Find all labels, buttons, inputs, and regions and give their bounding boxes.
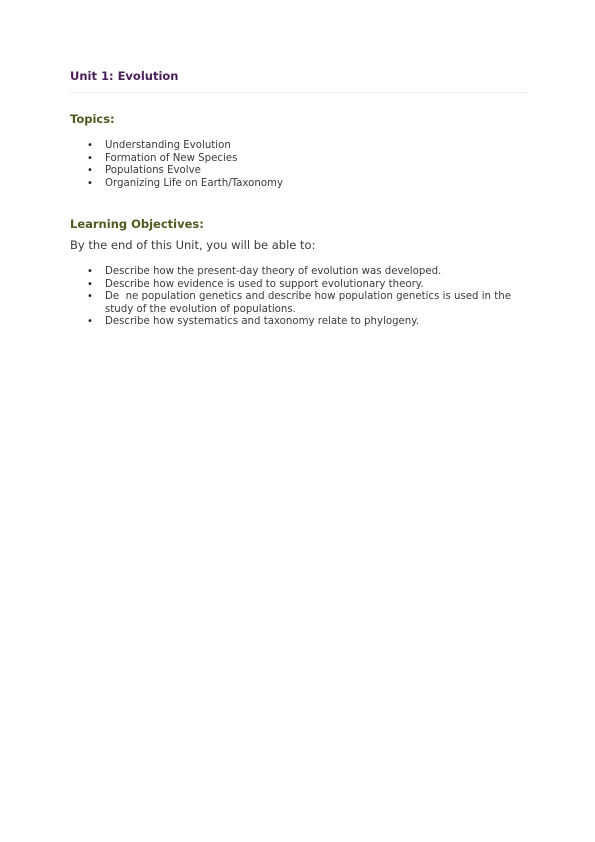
objective-text: Describe how the present-day theory of evolution was developed. <box>105 266 442 277</box>
topic-item <box>70 153 520 166</box>
bullet-icon: • <box>87 316 93 328</box>
topics-list <box>70 140 520 190</box>
topic-item <box>70 178 520 191</box>
objective-item <box>70 291 520 316</box>
topic-text: Organizing Life on Earth/Taxonomy <box>105 177 284 189</box>
objective-item <box>70 316 520 329</box>
objective-text: Describe how evidence is used to support evolutionary theory. <box>105 278 424 290</box>
objectives-list <box>70 266 520 329</box>
topic-text: Understanding Evolution <box>105 140 231 151</box>
objective-text: Describe how systematics and taxonomy relate to phylogeny. <box>105 316 420 328</box>
learning-objectives-heading: Learning Objectives: <box>70 217 204 231</box>
topic-text: Formation of New Species <box>105 152 238 164</box>
objective-item <box>70 279 520 292</box>
topic-item <box>70 140 520 153</box>
bullet-icon: • <box>87 165 93 177</box>
unit-title: Unit 1: Evolution <box>70 69 179 83</box>
bullet-icon: • <box>87 140 93 151</box>
bullet-icon: • <box>87 152 93 164</box>
objective-text: De ne population genetics and describe how population genetics is used in the study of the evolution of populations. <box>105 291 515 315</box>
topics-heading: Topics: <box>70 112 115 126</box>
topic-item <box>70 165 520 178</box>
bullet-icon: • <box>87 291 93 303</box>
topic-text: Populations Evolve <box>105 165 201 177</box>
bullet-icon: • <box>87 177 93 189</box>
objective-item <box>70 266 520 279</box>
bullet-icon: • <box>87 266 93 277</box>
title-divider <box>70 92 526 93</box>
objectives-intro: By the end of this Unit, you will be able to: <box>70 238 316 252</box>
bullet-icon: • <box>87 278 93 290</box>
